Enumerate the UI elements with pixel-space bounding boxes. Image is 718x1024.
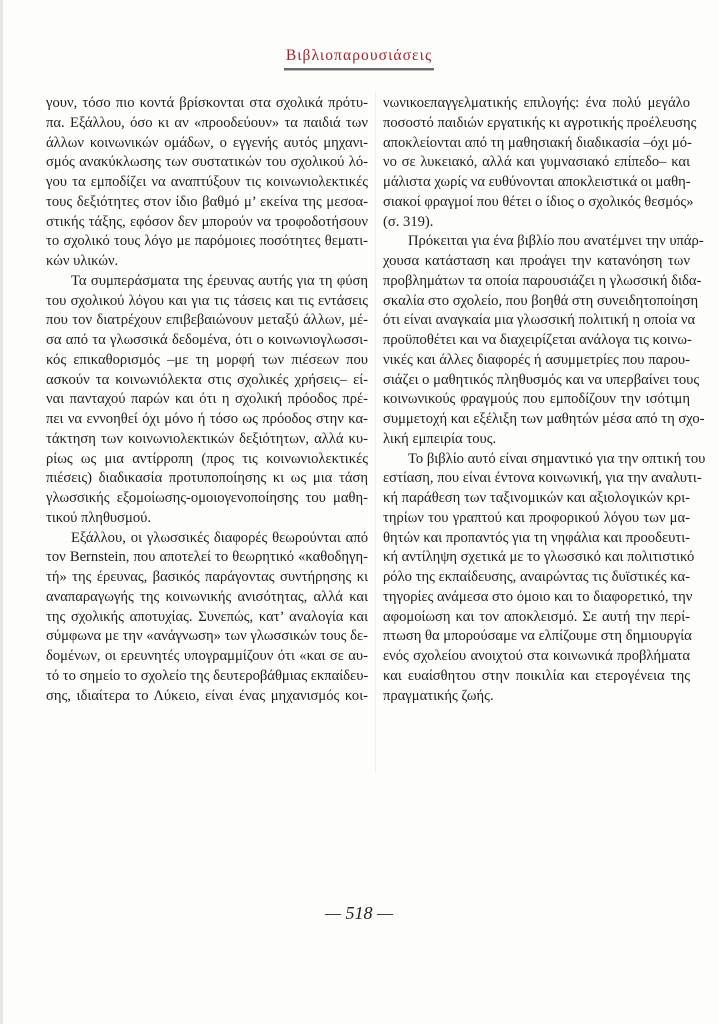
text-column-left	[46, 94, 368, 706]
text-line: ρίως ως μια αντίρροπη (προς τις κοινωνιολεκτικές	[46, 450, 368, 467]
text-line: πα. Εξάλλου, όσο κι αν «προοδεύουν» τα παιδιά των	[46, 114, 368, 131]
text-line: (σ. 319).	[383, 213, 434, 230]
text-line: τηγορίες ανάμεσα στο όμοιο και το διαφορετικό, την	[383, 588, 693, 605]
text-line: της σχολικής αποτυχίας. Συνεπώς, κατ’ αναλογία και	[46, 608, 368, 625]
text-line: Πρόκειται για ένα βιβλίο που ανατέμνει την υπάρ-	[408, 233, 704, 250]
text-column-right	[383, 94, 706, 706]
text-line: τους δεξιότητες στον ίδιο βαθμό μ’ εκείνα της μεσοα-	[46, 193, 368, 210]
text-line: αποκλείονται από τη μαθησιακή διαδικασία –όχι μό-	[383, 134, 692, 151]
text-line: μάλιστα χωρίς να ευθύνονται αποκλειστικά οι μαθη-	[383, 174, 691, 190]
text-line: κός επικαθορισμός –με τη μορφή των πιέσεων που	[46, 351, 368, 368]
text-line: τή» της έρευνας, βασικός παράγοντας συντήρησης κι	[46, 569, 368, 585]
text-line: πτωση θα μπορούσαμε να ελπίζουμε στη δημιουργία	[383, 628, 692, 645]
running-head	[0, 47, 718, 70]
text-line: του σχολικού λόγου και για τις τάσεις και τις εντάσεις	[46, 292, 368, 309]
text-line: προβλημάτων τα οποία παρουσιάζει η γλωσσική διδα-	[383, 272, 702, 289]
paragraph	[383, 450, 706, 707]
text-line: ρόλο της εκπαίδευσης, αναιρώντας τις δυϊστικές κα-	[383, 569, 690, 585]
text-line: εστίαση, που είναι έντονα κοινωνική, για την αναλυτι-	[383, 470, 702, 487]
text-line: νικές και άλλες διαφορές ή ασυμμετρίες που παρου-	[383, 351, 690, 368]
text-line: στικής τάξης, εφόσον δεν μπορούν να τροφοδοτήσουν	[46, 213, 368, 230]
text-line: τό το σημείο το σχολείο της δευτεροβάθμιας εκπαίδευ-	[46, 667, 369, 684]
text-line: ασκούν τα κοινωνιόλεκτα στις σχολικές χρήσεις– εί-	[46, 371, 368, 388]
text-line: συμμετοχή και εξέλιξη των μαθητών μέσα από τη σχο-	[383, 411, 705, 427]
text-line: ναι πανταχού παρών και ότι η σχολική πρόοδος πρέ-	[46, 391, 368, 408]
text-line: πει να εννοηθεί όχι μόνο ή τόσο ως πρόοδος στην κα-	[46, 411, 368, 427]
text-line: και ευαίσθητου στην ποικιλία και ετερογένεια της	[383, 667, 690, 684]
paragraph	[46, 94, 368, 272]
text-line: σύμφωνα με την «ανάγνωση» των γλωσσικών τους δε-	[46, 628, 368, 645]
text-line: Τα συμπεράσματα της έρευνας αυτής για τη φύση	[71, 272, 368, 289]
paragraph	[383, 94, 697, 232]
text-line: θητών και προπαντός για τη νηφάλια και προοδευτι-	[383, 529, 690, 546]
text-line: τάκτηση των κοινωνιολεκτικών δεξιότητων, αλλά κυ-	[46, 430, 368, 447]
paragraph	[46, 529, 368, 707]
text-line: κή αντίληψη σχετικά με το γλωσσικό και πολιτιστικό	[383, 549, 695, 566]
text-line: σιακοί φραγμοί που θέτει ο ίδιος ο σχολικός θεσμός»	[383, 193, 694, 210]
text-line: γλωσσικής εξομοίωσης-ομοιογενοποίησης του μαθη-	[46, 490, 368, 506]
text-line: τηρίων του γραπτού και προφορικού λόγου των μα-	[383, 509, 690, 526]
text-line: ενός σχολείου ανοιχτού στα κοινωνικά προβλήματα	[383, 648, 690, 664]
paragraph	[46, 272, 368, 529]
text-line: Το βιβλίο αυτό είναι σημαντικό για την οπτική του	[408, 450, 706, 467]
text-line: αναπαραγωγής της κοινωνικής ανισότητας, αλλά και	[46, 588, 368, 605]
text-line: πιέσεις) διαδικασία προτυποποίησης κι ως μια τάση	[46, 470, 368, 487]
text-line: άλλων κοινωνικών ομάδων, ο εγγενής αυτός μηχανι-	[46, 134, 368, 151]
text-line: χουσα κατάσταση και προάγει την κατανόηση των	[383, 253, 690, 269]
text-line: κοινωνικούς φραγμούς που εμποδίζουν την ισότιμη	[383, 391, 690, 408]
text-line: νο σε λυκειακό, αλλά και γυμνασιακό επίπεδο– και	[383, 154, 690, 171]
text-line: δομένων, οι ερευνητές υπογραμμίζουν ότι «και σε αυ-	[46, 648, 368, 664]
scan-edge	[0, 0, 3, 1024]
text-line: σα από τα γλωσσικά δεδομένα, ότι ο κοινωνιογλωσσι-	[46, 332, 368, 348]
text-line: τικού πληθυσμού.	[46, 509, 152, 526]
text-line: κή παράθεση των ταξινομικών και αξιολογικών κρι-	[383, 490, 690, 506]
text-line: κών υλικών.	[46, 253, 119, 269]
text-line: ότι είναι αναγκαία μια γλωσσική πολιτική η οποία να	[383, 312, 696, 329]
text-line: που τον διατρέχουν επιβεβαιώνουν μεταξύ άλλων, μέ-	[46, 312, 368, 329]
paragraph	[383, 232, 705, 449]
section-title: Βιβλιοπαρουσιάσεις	[284, 47, 434, 70]
text-line: προϋποθέτει και να διαχειρίζεται ανάλογα τις κοινω-	[383, 332, 692, 348]
text-line: λική εμπειρία τους.	[383, 430, 497, 447]
text-line: γουν, τόσο πιο κοντά βρίσκονται στα σχολικά πρότυ-	[46, 95, 368, 111]
text-line: πραγματικής ζωής.	[383, 687, 494, 704]
column-gutter	[375, 92, 376, 772]
text-line: ποσοστό παιδιών εργατικής κι αγροτικής προέλευσης	[383, 114, 697, 131]
text-line: Εξάλλου, οι γλωσσικές διαφορές θεωρούνται από	[71, 529, 368, 546]
text-line: σκαλία στο σχολείο, που βοηθά στη συνειδητοποίηση	[383, 292, 699, 309]
text-line: σμός ανακύκλωσης των συστατικών του σχολικού λό-	[46, 154, 368, 171]
page-number: — 518 —	[324, 903, 393, 923]
text-line: νωνικοεπαγγελματικής επιλογής: ένα πολύ μεγάλο	[383, 95, 690, 111]
text-line: το σχολικό τους λόγο με παρόμοιες ποσότητες θεματι-	[46, 233, 368, 250]
text-line: τον Bernstein, που αποτελεί το θεωρητικό «καθοδηγη-	[46, 549, 368, 566]
text-line: γου τα εμποδίζει να αναπτύξουν τις κοινωνιολεκτικές	[46, 174, 368, 190]
text-line: σης, ιδιαίτερα το Λύκειο, είναι ένας μηχανισμός κοι-	[46, 687, 368, 704]
text-line: σιάζει ο μαθητικός πληθυσμός και να υπερβαίνει τους	[383, 371, 700, 388]
text-line: αφομοίωση και τον αποκλεισμό. Σε αυτή την περί-	[383, 608, 690, 625]
